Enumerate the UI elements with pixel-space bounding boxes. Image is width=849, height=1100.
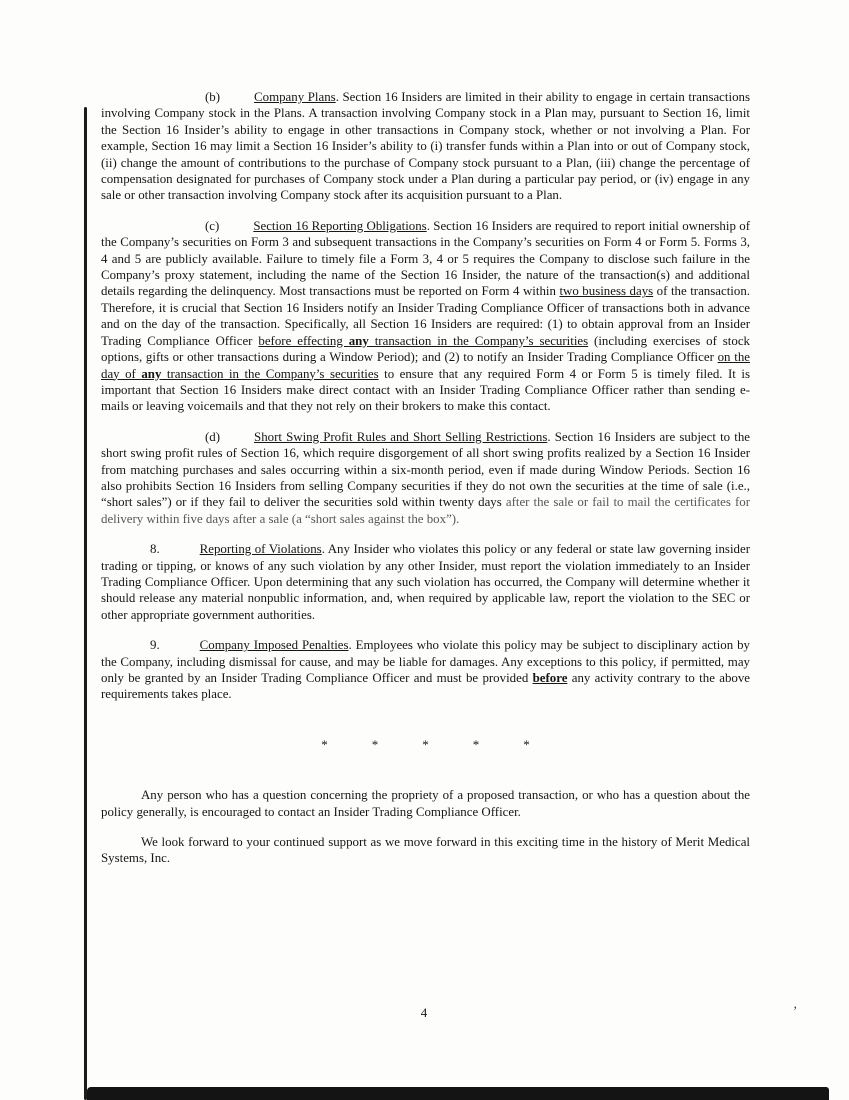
paragraph-label: 8.: [150, 542, 160, 557]
page-number: 4: [420, 1005, 428, 1020]
paragraph-8: [101, 541, 750, 623]
asterisk: *: [523, 736, 530, 752]
asterisk-separator: [101, 737, 750, 753]
paragraph-body: . Section 16 Insiders are subject to the short swing profit rules of Section 16, which require disgorgement of all short swing profits realized by a Section 16 Insider from matching purchases and sales occurring within a six-month period, even if made during Window Periods. Section 16 also prohibits Section 16 Insiders from selling Company securities if they do not own the securities at the time of sale (i.e., “short sales”) or if they fail to deliver the securities sold within twenty days after the sale or fail to mail the certificates for delivery within five days after a sale (a “short sales against the box”).: [101, 429, 750, 526]
asterisk: *: [472, 736, 480, 752]
scan-edge-left: [84, 107, 87, 1100]
asterisk: *: [371, 736, 379, 752]
paragraph-body: . Section 16 Insiders are limited in their ability to engage in certain transactions involving Company stock in the Plans. A transaction involving Company stock in a Plan may, pursuant to Section 16, limit the Section 16 Insider’s ability to engage in other transactions in Company stock, whether or not involving a Plan. For example, Section 16 may limit a Section 16 Insider’s ability to (i) transfer funds within a Plan into or out of Company stock, (ii) change the amount of contributions to the purchase of Company stock pursuant to a Plan, (iii) change the percentage of compensation designated for purchases of Company stock under a Plan during a particular pay period, or (iv) engage in any sale or other transaction involving Company stock after its acquisition pursuant to a Plan.: [101, 90, 750, 203]
paragraph-heading: Reporting of Violations: [199, 542, 322, 557]
paragraph-label: (b): [205, 90, 221, 104]
paragraph-c: [101, 218, 750, 415]
asterisk: *: [422, 736, 429, 752]
paragraph-heading: Section 16 Reporting Obligations: [253, 218, 427, 233]
paragraph-d: [101, 429, 750, 527]
paragraph-label: (d): [205, 429, 221, 444]
paragraph-body: . Employees who violate this policy may be subject to disciplinary action by the Company, including dismissal for cause, and may be liable for damages. Any exceptions to this policy, if permitted, may only be granted by an Insider Trading Compliance Officer and must be provided before any activity contrary to the above requirements takes place.: [101, 638, 751, 702]
paragraph-label: (c): [205, 218, 220, 233]
paragraph-heading: Company Imposed Penalties: [199, 638, 349, 653]
paragraph-body: . Section 16 Insiders are required to report initial ownership of the Company’s securities on Form 3 and subsequent transactions in the Company’s securities on Form 4 or Form 5. Forms 3, 4 and 5 are publicly available. Failure to timely file a Form 3, 4 or 5 requires the Company to disclose such failure in the Company’s proxy statement, including the name of the Section 16 Insider, the nature of the transaction(s) and additional details regarding the delinquency. Most transactions must be reported on Form 4 within two business days of the transaction. Therefore, it is crucial that Section 16 Insiders notify an Insider Trading Compliance Officer of transactions both in advance and on the day of the transaction. Specifically, all Section 16 Insiders are required: (1) to obtain approval from an Insider Trading Compliance Officer before effecting any transaction in the Company’s securities (including exercises of stock options, gifts or other transactions during a Window Period); and (2) to notify an Insider Trading Compliance Officer on the day of any transaction in the Company’s securities to ensure that any required Form 4 or Form 5 is timely filed. It is important that Section 16 Insiders make direct contact with an Insider Trading Compliance Officer rather than sending e-mails or leaving voicemails and that they not rely on their brokers to make this contact.: [101, 218, 751, 414]
asterisk: *: [321, 736, 328, 752]
scan-edge-bottom: [87, 1087, 829, 1100]
paragraph-label: 9.: [150, 638, 160, 653]
paragraph-body: We look forward to your continued support as we move forward in this exciting time in the history of Merit Medical Systems, Inc.: [101, 835, 750, 866]
closing-paragraph-2: [101, 834, 750, 867]
scan-artifact-mark: ’: [793, 1003, 798, 1018]
paragraph-9: [101, 637, 750, 703]
paragraph-body: . Any Insider who violates this policy or any federal or state law governing insider trading or tipping, or knows of any such violation by any other Insider, must report the violation immediately to an Insider Trading Compliance Officer. Upon determining that any such violation has occurred, the Company will determine whether it should release any material nonpublic information, and, when required by applicable law, report the violation to the SEC or other appropriate government authorities.: [101, 542, 750, 622]
paragraph-b: [101, 89, 750, 204]
paragraph-heading: Short Swing Profit Rules and Short Selling Restrictions: [254, 429, 548, 444]
document-content: [101, 89, 750, 881]
paragraph-heading: Company Plans: [254, 90, 336, 104]
paragraph-body: Any person who has a question concerning the propriety of a proposed transaction, or who has a question about the policy generally, is encouraged to contact an Insider Trading Compliance Officer.: [101, 788, 750, 819]
closing-paragraph-1: [101, 787, 750, 820]
